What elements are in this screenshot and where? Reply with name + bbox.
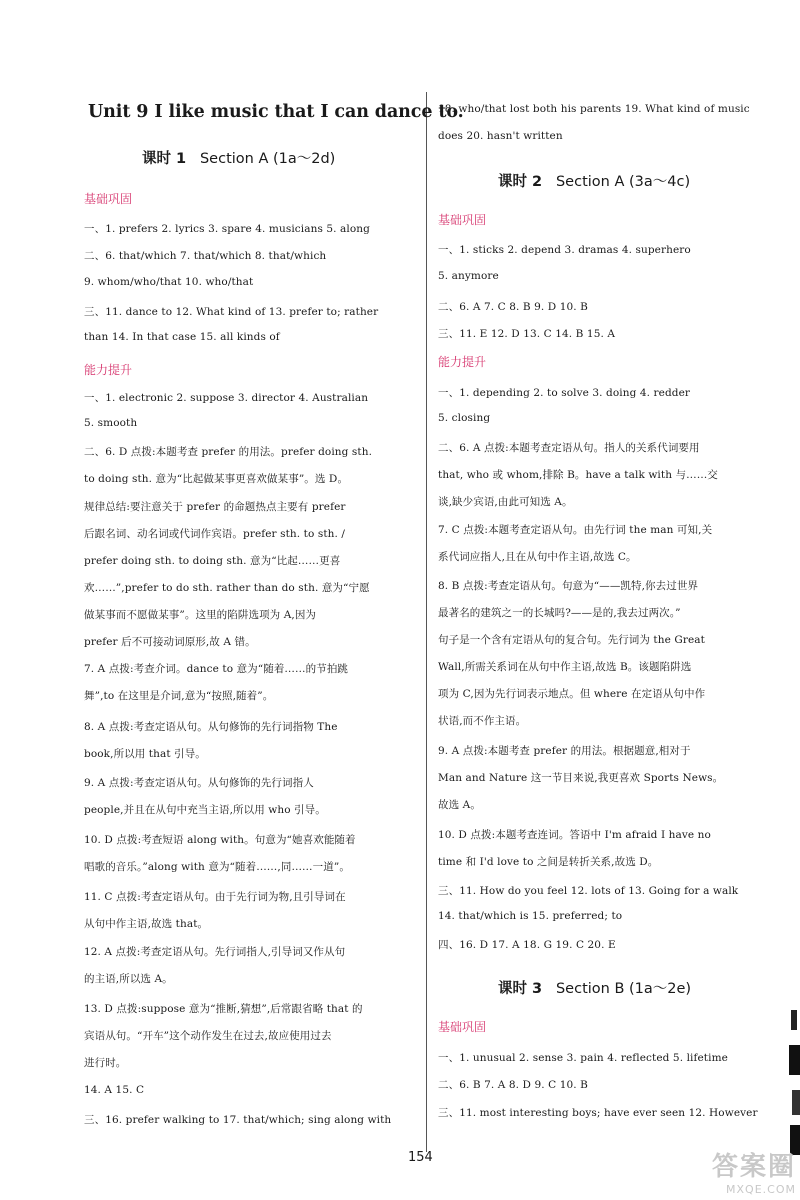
answer-line: that, who 或 whom,排除 B。have a talk with 与……交 [438,469,718,481]
answer-line: 二、6. that/which 7. that/which 8. that/which [84,250,327,262]
section-basic-2: 基础巩固 [438,213,487,227]
section-ability-1: 能力提升 [84,363,133,377]
column-divider [426,92,427,1152]
lesson-1-section: Section A (1a～2d) [199,151,336,167]
lesson-1-title [142,147,335,168]
watermark-logo: 答案圈 [711,1152,796,1182]
answer-line: 四、16. D 17. A 18. G 19. C 20. E [438,939,616,951]
answer-line: Wall,所需关系词在从句中作主语,故选 B。该题陷阱选 [438,661,692,673]
answer-line: 8. A 点拨:考查定语从句。从句修饰的先行词指物 The [84,721,338,733]
answer-line: 7. C 点拨:本题考查定语从句。由先行词 the man 可知,关 [438,524,713,536]
answer-line: 5. anymore [438,270,499,282]
watermark [712,1146,796,1196]
answer-line: 最著名的建筑之一的长城吗?——是的,我去过两次。” [438,607,681,619]
lesson-2-section: Section A (3a～4c) [555,174,691,190]
lesson-1-label: 课时 1 [142,151,187,167]
answer-line: 5. smooth [84,417,138,429]
answer-line: 三、16. prefer walking to 17. that/which; sing along with [84,1114,392,1126]
answer-line: than 14. In that case 15. all kinds of [84,331,280,343]
answer-line: 13. D 点拨:suppose 意为“推断,猜想”,后常跟省略 that 的 [84,1003,363,1015]
answer-line: 一、1. prefers 2. lyrics 3. spare 4. musicians 5. along [84,223,370,235]
section-ability-2: 能力提升 [438,355,487,369]
answer-line: time 和 I'd love to 之间是转折关系,故选 D。 [438,856,659,868]
answer-line: 二、6. A 7. C 8. B 9. D 10. B [438,301,588,313]
answer-line: 9. whom/who/that 10. who/that [84,276,254,288]
answer-line: 一、1. sticks 2. depend 3. dramas 4. superhero [438,244,691,256]
watermark-url: MXQE.COM [726,1183,796,1196]
answer-line: 三、11. How do you feel 12. lots of 13. Going for a walk [438,885,739,897]
answer-line: to doing sth. 意为“比起做某事更喜欢做某事”。选 D。 [84,473,349,485]
section-basic-3: 基础巩固 [438,1020,487,1034]
answer-line: Man and Nature 这一节目来说,我更喜欢 Sports News。 [438,772,724,784]
answer-line: 一、1. depending 2. to solve 3. doing 4. redder [438,387,691,399]
answer-line: 唱歌的音乐。”along with 意为“随着……,同……一道”。 [84,861,350,873]
answer-line: 谈,缺少宾语,由此可知选 A。 [438,496,573,508]
answer-line: 8. B 点拨:考查定语从句。句意为“——凯特,你去过世界 [438,580,699,592]
lesson-2-title [498,170,690,191]
answer-line: 一、1. unusual 2. sense 3. pain 4. reflected 5. lifetime [438,1052,728,1064]
answer-line: 二、6. A 点拨:本题考查定语从句。指人的关系代词要用 [438,442,700,454]
answer-line: 从句中作主语,故选 that。 [84,918,209,930]
answer-line: 项为 C,因为先行词表示地点。但 where 在定语从句中作 [438,688,706,700]
answer-line: book,所以用 that 引导。 [84,748,206,760]
lesson-3-section: Section B (1a～2e) [555,981,692,997]
answer-line: 的主语,所以选 A。 [84,973,173,985]
answer-line: 欢……”,prefer to do sth. rather than do sth. 意为“宁愿 [84,582,370,594]
answer-line: 11. C 点拨:考查定语从句。由于先行词为物,且引导词在 [84,891,346,903]
lesson-2-label: 课时 2 [498,174,543,190]
answer-line: 系代词应指人,且在从句中作主语,故选 C。 [438,551,637,563]
answer-line: 做某事而不愿做某事”。这里的陷阱选项为 A,因为 [84,609,317,621]
answer-line: 三、11. E 12. D 13. C 14. B 15. A [438,328,616,340]
answer-line: 故选 A。 [438,799,481,811]
answer-line: prefer 后不可接动词原形,故 A 错。 [84,636,256,648]
answer-line: 后跟名词、动名词或代词作宾语。prefer sth. to sth. / [84,528,346,540]
answer-line: 10. D 点拨:本题考查连词。答语中 I'm afraid I have no [438,829,711,841]
answer-line: 14. A 15. C [84,1084,145,1096]
answer-line: 18. who/that lost both his parents 19. What kind of music [438,103,750,115]
answer-line: 14. that/which is 15. preferred; to [438,910,623,922]
answer-line: 规律总结:要注意关于 prefer 的命题热点主要有 prefer [84,501,346,513]
lesson-3-title [498,977,691,998]
answer-line: people,并且在从句中充当主语,所以用 who 引导。 [84,804,326,816]
answer-line: 舞”,to 在这里是介词,意为“按照,随着”。 [84,690,274,702]
page-edge-shadow [788,1010,800,1160]
answer-line: 9. A 点拨:本题考查 prefer 的用法。根据题意,相对于 [438,745,691,757]
answer-line: 三、11. most interesting boys; have ever seen 12. However [438,1107,758,1119]
answer-line: 进行时。 [84,1057,127,1069]
lesson-3-label: 课时 3 [498,981,543,997]
answer-line: 12. A 点拨:考查定语从句。先行词指人,引导词又作从句 [84,946,346,958]
section-basic-1: 基础巩固 [84,192,133,206]
answer-line: 状语,而不作主语。 [438,715,527,727]
answer-line: 二、6. D 点拨:本题考查 prefer 的用法。prefer doing sth. [84,446,373,458]
answer-line: 5. closing [438,412,491,424]
answer-line: 9. A 点拨:考查定语从句。从句修饰的先行词指人 [84,777,314,789]
answer-line: 宾语从句。“开车”这个动作发生在过去,故应使用过去 [84,1030,332,1042]
answer-line: 二、6. B 7. A 8. D 9. C 10. B [438,1079,588,1091]
answer-line: does 20. hasn't written [438,130,563,142]
page-number: 154 [408,1150,433,1165]
answer-line: 三、11. dance to 12. What kind of 13. prefer to; rather [84,306,379,318]
unit-title: Unit 9 I like music that I can dance to. [88,102,464,122]
answer-line: 句子是一个含有定语从句的复合句。先行词为 the Great [438,634,705,646]
answer-line: 一、1. electronic 2. suppose 3. director 4. Australian [84,392,369,404]
answer-line: 10. D 点拨:考查短语 along with。句意为“她喜欢能随着 [84,834,356,846]
answer-line: 7. A 点拨:考查介词。dance to 意为“随着……的节拍跳 [84,663,349,675]
answer-line: prefer doing sth. to doing sth. 意为“比起……更喜 [84,555,341,567]
